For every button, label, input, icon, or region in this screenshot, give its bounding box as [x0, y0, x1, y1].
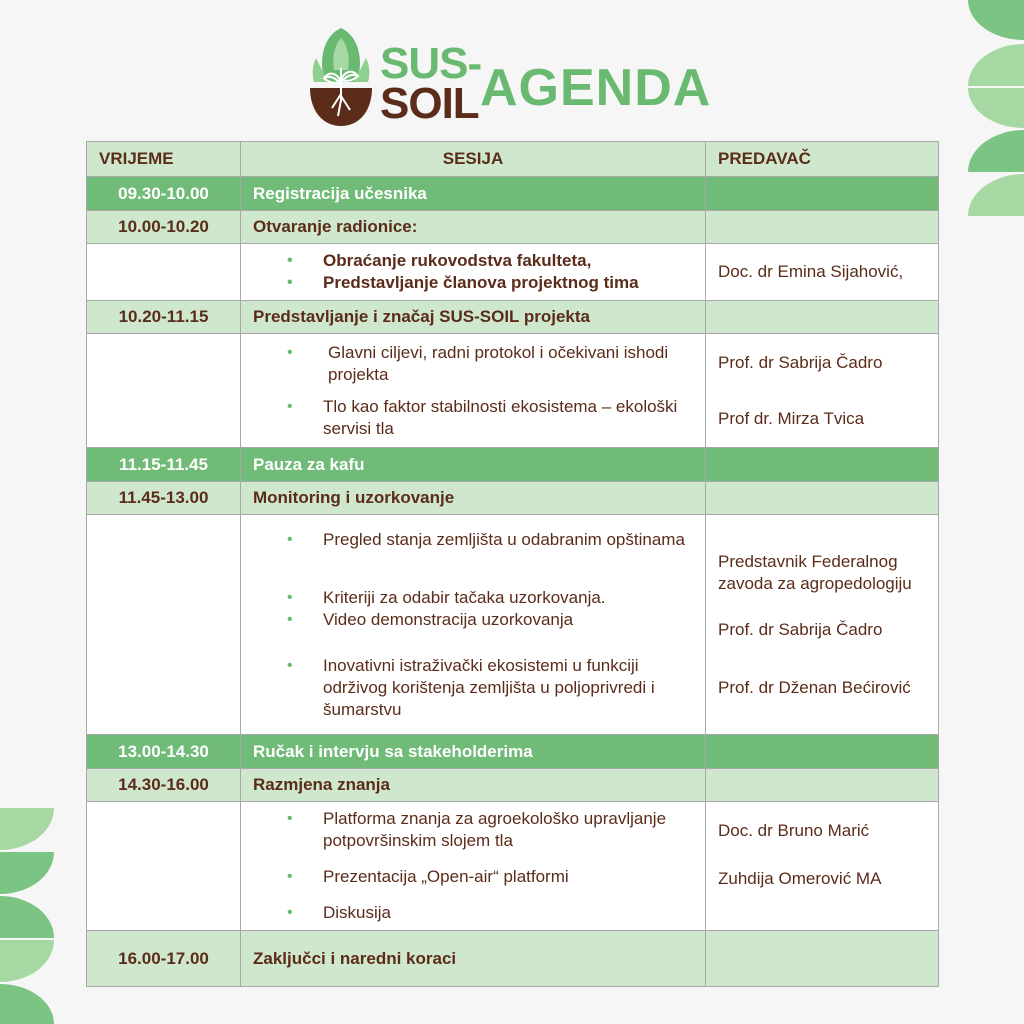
list-item: • Tlo kao faktor stabilnosti ekosistema – ekološki servisi tla [253, 396, 693, 440]
table-row [87, 448, 939, 482]
col-header-time: VRIJEME [87, 142, 241, 177]
session-cell: Ručak i intervju sa stakeholderima [241, 735, 706, 769]
speaker-cell [706, 769, 939, 802]
time-cell: 11.15-11.45 [87, 448, 241, 482]
session-cell: Monitoring i uzorkovanje [241, 482, 706, 515]
time-cell: 10.00-10.20 [87, 211, 241, 244]
time-cell: 16.00-17.00 [87, 931, 241, 987]
speaker-name: Predstavnik Federalnog zavoda za agropedologiju [718, 551, 912, 593]
session-detail-cell [241, 802, 706, 931]
speaker-cell [706, 802, 939, 931]
time-cell [87, 334, 241, 448]
speaker-cell [706, 482, 939, 515]
session-detail-cell [241, 244, 706, 301]
sprout-logo-icon [308, 24, 374, 128]
list-item: • Glavni ciljevi, radni protokol i očekivani ishodi projekta [253, 342, 693, 386]
time-cell [87, 515, 241, 735]
corner-decoration-bottom-left [0, 808, 56, 1024]
list-item: • Predstavljanje članova projektnog tima [253, 272, 693, 294]
speaker-name: Prof. dr Sabrija Čadro [718, 619, 883, 639]
time-cell: 11.45-13.00 [87, 482, 241, 515]
session-cell: Predstavljanje i značaj SUS-SOIL projekta [241, 301, 706, 334]
table-row [87, 211, 939, 244]
speaker-cell [706, 177, 939, 211]
time-cell [87, 802, 241, 931]
col-header-session: SESIJA [241, 142, 706, 177]
time-cell: 10.20-11.15 [87, 301, 241, 334]
session-cell: Zaključci i naredni koraci [241, 931, 706, 987]
brand-line-1: SUS- [380, 39, 482, 88]
table-row [87, 931, 939, 987]
speaker-cell [706, 334, 939, 448]
list-item: • Inovativni istraživački ekosistemi u funkciji održivog korištenja zemljišta u poljoprivredi i šumarstvu [253, 655, 693, 721]
list-item: • Kriteriji za odabir tačaka uzorkovanja. [253, 587, 693, 609]
table-row [87, 177, 939, 211]
list-item: • Diskusija [253, 902, 693, 924]
session-detail-cell [241, 334, 706, 448]
list-item: • Pregled stanja zemljišta u odabranim opštinama [253, 529, 693, 551]
table-row [87, 244, 939, 301]
brand-line-2: SOIL [380, 79, 479, 128]
speaker-cell [706, 301, 939, 334]
table-row [87, 482, 939, 515]
header [300, 22, 740, 132]
page-title: AGENDA [480, 59, 712, 117]
brand-name [380, 39, 482, 128]
speaker-cell [706, 931, 939, 987]
table-row [87, 334, 939, 448]
speaker-cell [706, 515, 939, 735]
list-item: • Platforma znanja za agroekološko upravljanje potpovršinskim slojem tla [253, 808, 693, 852]
time-cell: 13.00-14.30 [87, 735, 241, 769]
session-detail-cell [241, 515, 706, 735]
session-cell: Otvaranje radionice: [241, 211, 706, 244]
list-item: • Obraćanje rukovodstva fakulteta, [253, 250, 693, 272]
speaker-name: Doc. dr Bruno Marić [718, 821, 870, 840]
time-cell: 14.30-16.00 [87, 769, 241, 802]
speaker-name: Zuhdija Omerović MA [718, 869, 882, 888]
table-row [87, 769, 939, 802]
speaker-cell [706, 211, 939, 244]
table-row [87, 735, 939, 769]
corner-decoration-top-right [968, 0, 1024, 220]
list-item: • Prezentacija „Open-air“ platformi [253, 866, 693, 888]
agenda-table [86, 141, 939, 987]
list-item: • Video demonstracija uzorkovanja [253, 609, 693, 631]
table-row [87, 515, 939, 735]
speaker-cell [706, 448, 939, 482]
speaker-cell [706, 735, 939, 769]
speaker-cell: Doc. dr Emina Sijahović, [706, 244, 939, 301]
speaker-name: Prof. dr Sabrija Čadro [718, 352, 883, 372]
session-cell: Pauza za kafu [241, 448, 706, 482]
time-cell: 09.30-10.00 [87, 177, 241, 211]
table-header-row [87, 142, 939, 177]
time-cell [87, 244, 241, 301]
session-cell: Registracija učesnika [241, 177, 706, 211]
speaker-name: Prof dr. Mirza Tvica [718, 408, 865, 428]
session-cell: Razmjena znanja [241, 769, 706, 802]
col-header-speaker: PREDAVAČ [706, 142, 939, 177]
table-row [87, 802, 939, 931]
speaker-name: Prof. dr Dženan Bećirović [718, 677, 911, 697]
table-row [87, 301, 939, 334]
